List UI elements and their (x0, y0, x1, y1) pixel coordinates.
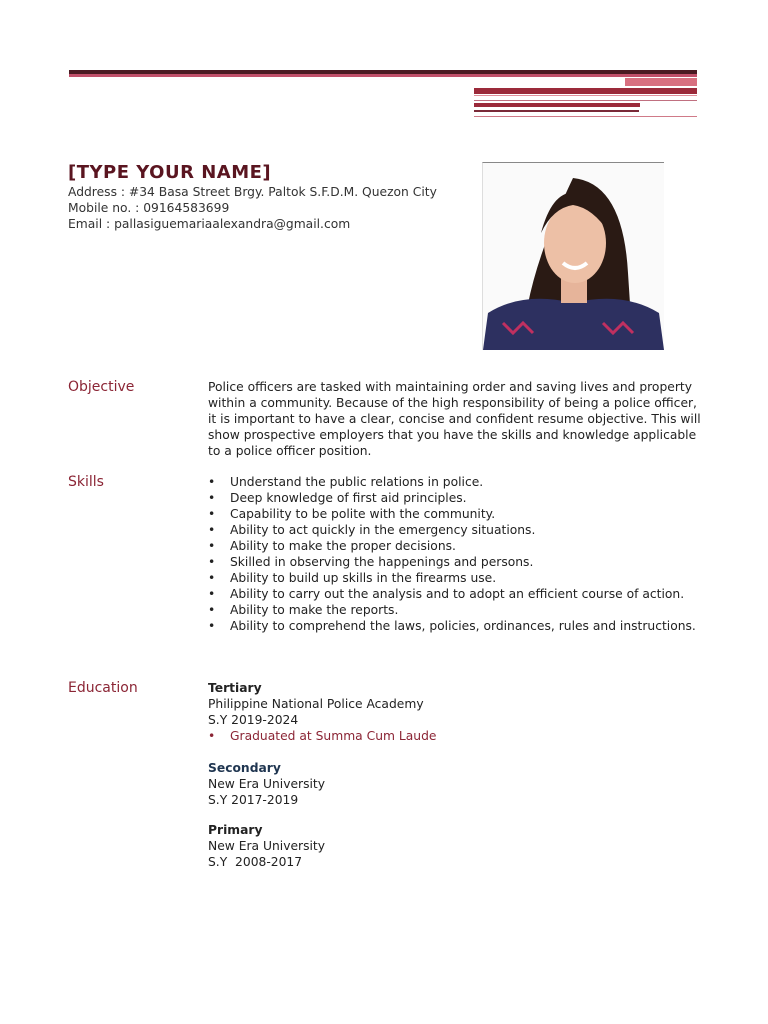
tertiary-honor: • Graduated at Summa Cum Laude (208, 728, 701, 744)
primary-sy: S.Y 2008-2017 (208, 855, 303, 869)
objective-heading: Objective (68, 379, 135, 395)
primary-school: New Era University (208, 839, 326, 853)
address: Address : #34 Basa Street Brgy. Paltok S.F.D.M. Quezon City (68, 185, 437, 199)
list-item: • Understand the public relations in police. (208, 474, 701, 490)
mobile: Mobile no. : 09164583699 (68, 201, 230, 215)
list-item: • Ability to comprehend the laws, policies, ordinances, rules and instructions. (208, 618, 701, 634)
list-item: • Ability to make the reports. (208, 602, 701, 618)
tertiary-school: Philippine National Police Academy (208, 697, 424, 711)
header-rule-pink (69, 74, 697, 77)
list-item: • Ability to make the proper decisions. (208, 538, 701, 554)
tertiary-sy: S.Y 2019-2024 (208, 713, 299, 727)
list-item: • Skilled in observing the happenings and persons. (208, 554, 701, 570)
profile-photo (482, 162, 664, 350)
deco-line (474, 95, 697, 96)
deco-block (625, 78, 697, 86)
secondary-school: New Era University (208, 777, 326, 791)
secondary-sy: S.Y 2017-2019 (208, 793, 299, 807)
secondary-heading: Secondary (208, 761, 281, 775)
deco-line (474, 110, 639, 112)
objective-text: Police officers are tasked with maintaining order and saving lives and property within a community. Because of the high responsibility of being a police officer, it is important to have a clear, concise and confident resume objective. This will show prospective employers that you have the skills and knowledge applicable to a police officer position. (208, 380, 701, 458)
deco-bar (474, 88, 697, 94)
list-item: • Ability to build up skills in the firearms use. (208, 570, 701, 586)
list-item: • Capability to be polite with the community. (208, 506, 701, 522)
list-item: • Deep knowledge of first aid principles. (208, 490, 701, 506)
list-item: • Ability to carry out the analysis and to adopt an efficient course of action. (208, 586, 701, 602)
tertiary-heading: Tertiary (208, 681, 262, 695)
email: Email : pallasiguemariaalexandra@gmail.com (68, 217, 351, 231)
list-item: • Ability to act quickly in the emergency situations. (208, 522, 701, 538)
candidate-name: [TYPE YOUR NAME] (68, 162, 272, 183)
education-heading: Education (68, 680, 138, 696)
education-section (208, 680, 701, 870)
deco-line (474, 116, 697, 117)
primary-heading: Primary (208, 823, 263, 837)
skills-list (208, 474, 701, 634)
skills-heading: Skills (68, 474, 104, 490)
deco-line (474, 100, 697, 101)
deco-bar (474, 103, 640, 107)
